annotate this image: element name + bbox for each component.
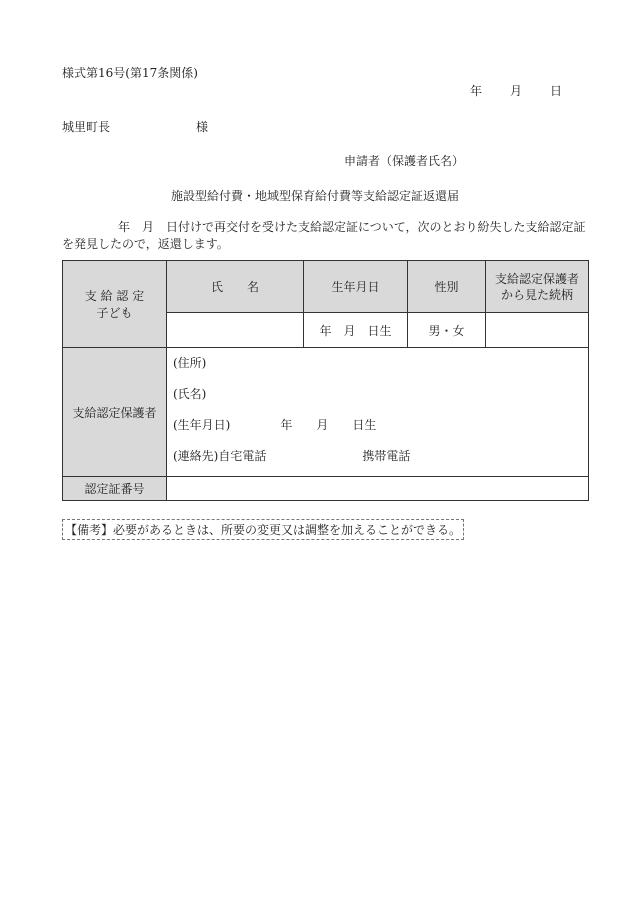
cert-number-label: 認定証番号: [63, 477, 167, 501]
child-label-cell: [63, 261, 167, 348]
col-name-header: 氏 名: [167, 261, 304, 313]
guardian-birth-label: (生年月日): [173, 418, 231, 432]
date-line: [470, 82, 562, 99]
date-year: 年: [470, 84, 483, 98]
mobile-phone-label: 携帯電話: [362, 449, 411, 463]
guardian-address-label: (住所): [173, 356, 207, 370]
honorific: 様: [196, 120, 209, 134]
child-gender-field[interactable]: 男・女: [408, 313, 486, 348]
body-text-content: 年 月 日付けで再交付を受けた支給認定証について，次のとおり紛失した支給認定証を発見したので，返還します。: [62, 220, 586, 251]
child-birth-field[interactable]: 年 月 日生: [304, 313, 408, 348]
form-number: 様式第16号(第17条関係): [62, 66, 198, 80]
guardian-birth-value: 年 月 日生: [280, 418, 377, 432]
child-label-line1: 支 給 認 定: [84, 289, 145, 303]
return-form-table: [62, 260, 589, 501]
date-day: 日: [550, 84, 563, 98]
recipient: 城里町長: [62, 120, 111, 134]
date-month: 月: [510, 84, 523, 98]
col-birth-header: 生年月日: [304, 261, 408, 313]
document-title: 施設型給付費・地域型保育給付費等支給認定証返還届: [170, 189, 459, 203]
guardian-birth-row: [173, 414, 588, 445]
cert-number-field[interactable]: [167, 477, 589, 501]
applicant-label: 申請者（保護者氏名）: [344, 154, 465, 168]
child-relation-field[interactable]: [486, 313, 589, 348]
col-gender-header: 性別: [408, 261, 486, 313]
home-phone-label: (連絡先)自宅電話: [173, 449, 267, 463]
guardian-info-field[interactable]: [167, 348, 589, 477]
col-relation-line1: 支給認定保護者: [494, 271, 579, 286]
guardian-name-label: (氏名): [173, 387, 207, 401]
guardian-label-cell: 支給認定保護者: [63, 348, 167, 477]
body-text: [62, 219, 588, 253]
col-relation-line2: から見た続柄: [500, 287, 573, 302]
child-name-field[interactable]: [167, 313, 304, 348]
guardian-contact-row: [173, 445, 588, 476]
child-label-line2: 子ども: [96, 306, 133, 320]
remarks-note: 【備考】必要があるときは、所要の変更又は調整を加えることができる。: [62, 519, 464, 540]
col-relation-header: [486, 261, 589, 313]
